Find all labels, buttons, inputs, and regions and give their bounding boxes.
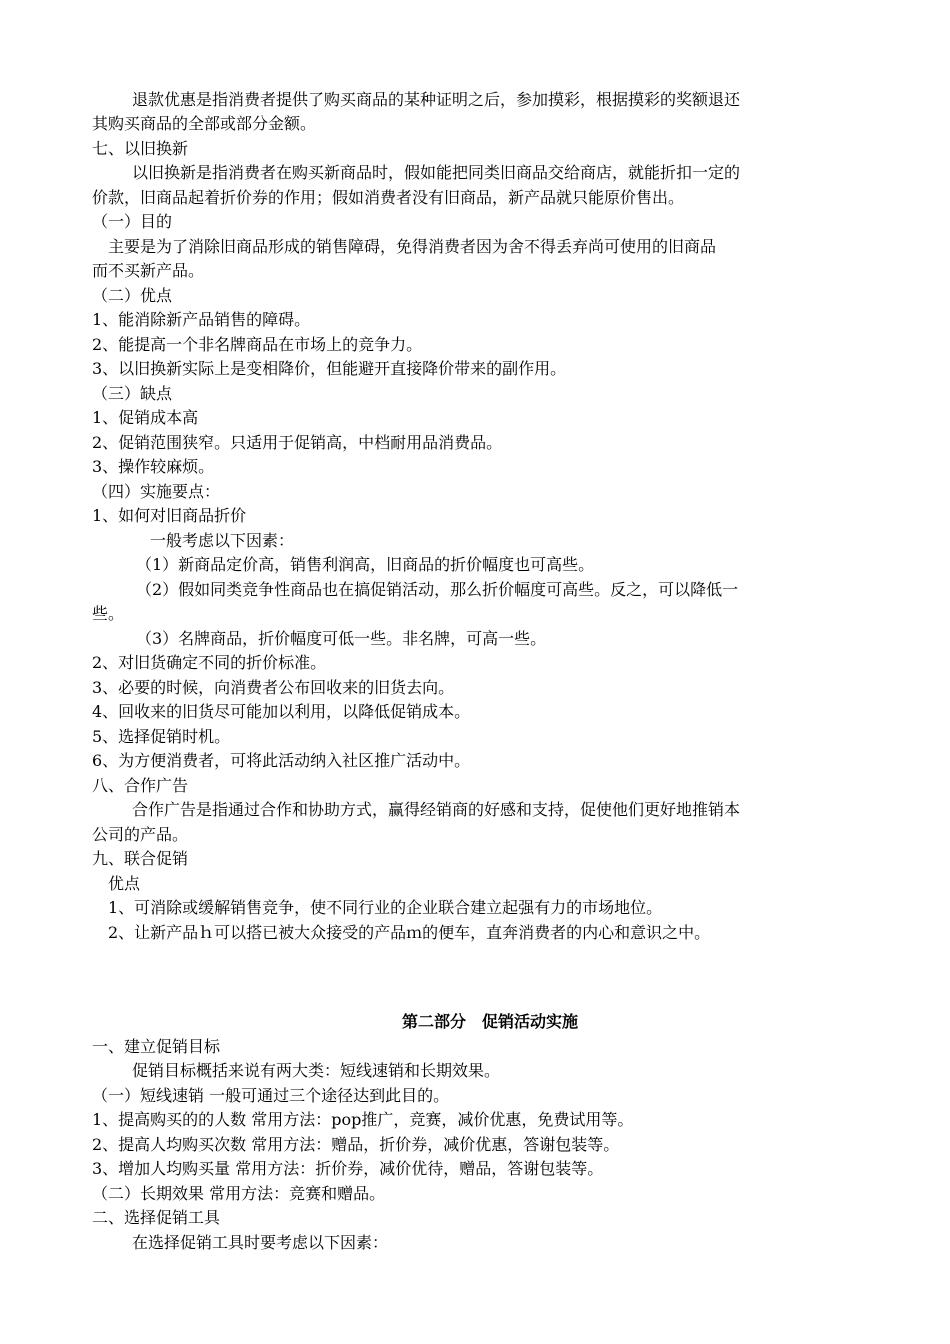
paragraph-trade-in-line2: 价款，旧商品起着折价券的作用；假如消费者没有旧商品，新产品就只能原价售出。	[92, 188, 685, 207]
list-item: 2、让新产品ｈ可以搭已被大众接受的产品ｍ的便车，直奔消费者的内心和意识之中。	[108, 923, 711, 942]
paragraph-tools: 在选择促销工具时要考虑以下因素：	[132, 1233, 389, 1252]
paragraph-refund-line1: 退款优惠是指消费者提供了购买商品的某种证明之后，参加摸彩，根据摸彩的奖额退还	[132, 90, 741, 109]
list-item: 2、对旧货确定不同的折价标准。	[92, 653, 327, 672]
paragraph-factors-intro: 一般考虑以下因素：	[150, 531, 295, 550]
subheading-advantages: （二）优点	[92, 286, 173, 305]
paragraph-refund-line2: 其购买商品的全部或部分金额。	[92, 114, 317, 133]
subheading-long-term: （二）长期效果 常用方法：竞赛和赠品。	[92, 1184, 386, 1203]
list-item: （2）假如同类竞争性商品也在搞促销活动，那么折价幅度可高些。反之，可以降低一	[136, 580, 739, 599]
list-item: 1、可消除或缓解销售竞争，使不同行业的企业联合建立起强有力的市场地位。	[108, 898, 663, 917]
paragraph-trade-in-line1: 以旧换新是指消费者在购买新商品时，假如能把同类旧商品交给商店，就能折扣一定的	[132, 163, 741, 182]
list-item: （3）名牌商品，折价幅度可低一些。非名牌，可高一些。	[136, 629, 547, 648]
list-item: 1、能消除新产品销售的障碍。	[92, 310, 311, 329]
paragraph-purpose-line1: 主要是为了消除旧商品形成的销售障碍，免得消费者因为舍不得丢弃尚可使用的旧商品	[108, 237, 717, 256]
part-two-title: 第二部分 促销活动实施	[401, 1012, 578, 1031]
subheading-joint-advantages: 优点	[108, 874, 141, 893]
list-item: 1、如何对旧商品折价	[92, 506, 247, 525]
list-item: 1、促销成本高	[92, 408, 199, 427]
subheading-disadvantages: （三）缺点	[92, 384, 173, 403]
section-heading-tools: 二、选择促销工具	[92, 1208, 221, 1227]
section-heading-coop-ads: 八、合作广告	[92, 776, 189, 795]
section-heading-joint-promo: 九、联合促销	[92, 849, 189, 868]
paragraph-coop-ads-line2: 公司的产品。	[92, 825, 189, 844]
paragraph-purpose-line2: 而不买新产品。	[92, 261, 205, 280]
list-item: 2、能提高一个非名牌商品在市场上的竞争力。	[92, 335, 423, 354]
list-item: 3、操作较麻烦。	[92, 457, 215, 476]
list-item: 6、为方便消费者，可将此活动纳入社区推广活动中。	[92, 751, 471, 770]
subheading-purpose: （一）目的	[92, 212, 173, 231]
list-item: 3、增加人均购买量 常用方法：折价券，减价优待，赠品，答谢包装等。	[92, 1159, 604, 1178]
list-item: 2、促销范围狭窄。只适用于促销高，中档耐用品消费品。	[92, 433, 503, 452]
list-item-continuation: 些。	[92, 604, 125, 623]
section-heading-trade-in: 七、以旧换新	[92, 139, 189, 158]
list-item: 2、提高人均购买次数 常用方法：赠品，折价券，减价优惠，答谢包装等。	[92, 1135, 620, 1154]
paragraph-coop-ads-line1: 合作广告是指通过合作和协助方式，赢得经销商的好感和支持，促使他们更好地推销本	[132, 800, 741, 819]
list-item: 3、必要的时候，向消费者公布回收来的旧货去向。	[92, 678, 455, 697]
list-item: 4、回收来的旧货尽可能加以利用，以降低促销成本。	[92, 702, 471, 721]
list-item: 1、提高购买的的人数 常用方法：pop推广，竞赛，减价优惠，免费试用等。	[92, 1110, 634, 1129]
paragraph-goals: 促销目标概括来说有两大类：短线速销和长期效果。	[132, 1061, 501, 1080]
section-heading-goals: 一、建立促销目标	[92, 1037, 221, 1056]
list-item: 5、选择促销时机。	[92, 727, 231, 746]
list-item: （1）新商品定价高，销售利润高，旧商品的折价幅度也可高些。	[136, 555, 595, 574]
list-item: 3、以旧换新实际上是变相降价，但能避开直接降价带来的副作用。	[92, 359, 567, 378]
subheading-short-term: （一）短线速销 一般可通过三个途径达到此目的。	[92, 1086, 450, 1105]
subheading-implementation: （四）实施要点：	[92, 482, 221, 501]
